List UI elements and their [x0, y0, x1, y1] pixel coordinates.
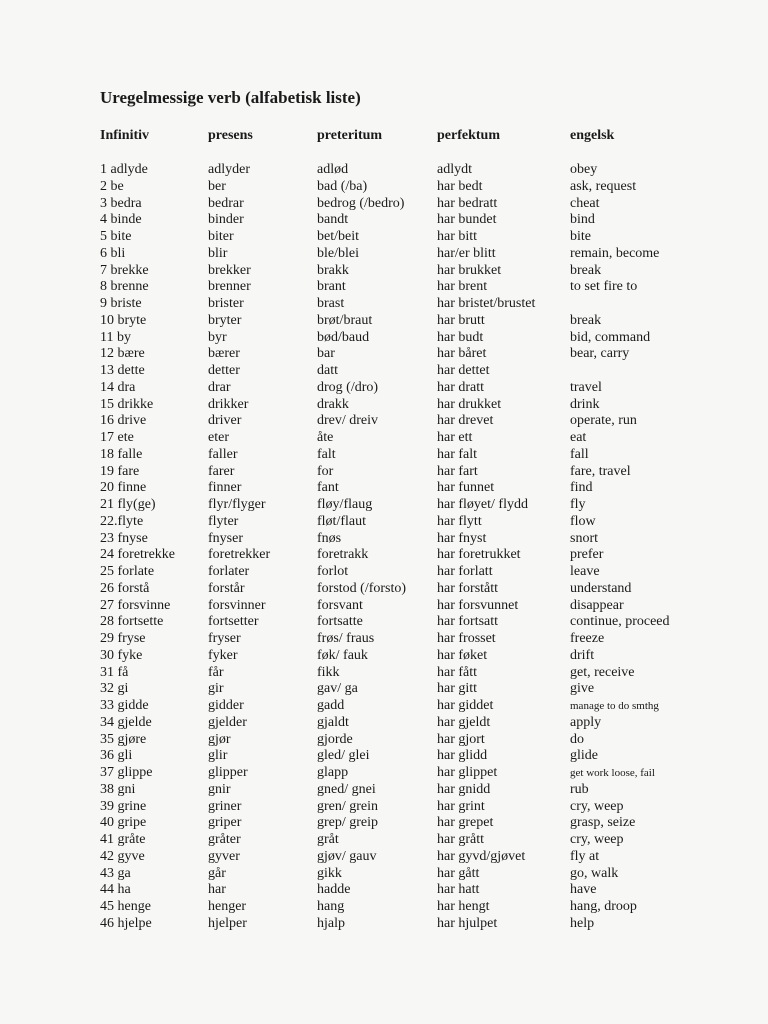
table-row	[0, 363, 768, 380]
engelsk-cell: help	[570, 915, 595, 931]
preteritum-cell: forstod (/forsto)	[317, 580, 407, 596]
table-row	[0, 514, 768, 531]
perfektum-cell: har gått	[437, 865, 480, 881]
preteritum-cell: føk/ fauk	[317, 647, 368, 663]
perfektum-cell: har glippet	[437, 765, 498, 780]
table-row	[0, 346, 768, 363]
column-header-preteritum: preteritum	[317, 128, 383, 143]
presens-cell: foretrekker	[208, 547, 271, 563]
preteritum-cell: gadd	[317, 698, 345, 713]
preteritum-cell: fortsatte	[317, 614, 363, 630]
preteritum-cell: gråt	[317, 832, 339, 847]
table-row	[0, 665, 768, 682]
infinitiv-cell: 26 forstå	[100, 580, 150, 596]
preteritum-cell: bet/beit	[317, 229, 359, 244]
preteritum-cell: frøs/ fraus	[317, 631, 375, 646]
presens-cell: drikker	[208, 396, 249, 412]
preteritum-cell: gjorde	[317, 731, 353, 747]
perfektum-cell: har frosset	[437, 631, 496, 646]
engelsk-cell: to set fire to	[570, 279, 638, 295]
preteritum-cell: fløy/flaug	[317, 497, 373, 512]
engelsk-cell: bite	[570, 229, 591, 244]
presens-cell: brenner	[208, 279, 251, 295]
presens-cell: bærer	[208, 346, 240, 362]
presens-cell: fnyser	[208, 530, 243, 546]
perfektum-cell: har grepet	[437, 815, 494, 831]
engelsk-cell: drink	[570, 396, 600, 412]
presens-cell: eter	[208, 430, 229, 445]
perfektum-cell: har bedratt	[437, 195, 498, 211]
perfektum-cell: har dettet	[437, 363, 490, 378]
perfektum-cell: har gyvd/gjøvet	[437, 848, 526, 864]
preteritum-cell: gikk	[317, 865, 342, 881]
table-row	[0, 330, 768, 347]
table-row	[0, 598, 768, 615]
infinitiv-cell: 44 ha	[100, 882, 131, 898]
engelsk-cell: grasp, seize	[570, 815, 636, 831]
perfektum-cell: har falt	[437, 446, 478, 462]
presens-cell: finner	[208, 480, 242, 496]
table-row	[0, 882, 768, 899]
perfektum-cell: har foretrukket	[437, 547, 521, 563]
table-row	[0, 380, 768, 397]
perfektum-cell: har/er blitt	[437, 245, 496, 261]
presens-cell: gnir	[208, 781, 231, 797]
infinitiv-cell: 6 bli	[100, 245, 126, 261]
engelsk-cell: cheat	[570, 195, 600, 211]
infinitiv-cell: 35 gjøre	[100, 731, 147, 747]
infinitiv-cell: 29 fryse	[100, 631, 146, 646]
presens-cell: får	[208, 664, 224, 680]
table-row	[0, 832, 768, 849]
preteritum-cell: forsvant	[317, 597, 363, 613]
infinitiv-cell: 45 henge	[100, 899, 151, 914]
engelsk-cell: hang, droop	[570, 899, 637, 914]
engelsk-cell: disappear	[570, 597, 624, 613]
engelsk-cell: drift	[570, 647, 595, 663]
presens-cell: gyver	[208, 848, 240, 864]
infinitiv-cell: 27 forsvinne	[100, 597, 171, 613]
table-row	[0, 531, 768, 548]
presens-cell: bedrar	[208, 195, 244, 211]
infinitiv-cell: 22.flyte	[100, 513, 144, 529]
engelsk-cell: do	[570, 731, 584, 747]
engelsk-cell: fare, travel	[570, 463, 631, 479]
verb-table	[0, 162, 768, 933]
engelsk-cell: rub	[570, 781, 589, 797]
table-row	[0, 849, 768, 866]
presens-cell: forlater	[208, 564, 250, 579]
infinitiv-cell: 41 gråte	[100, 832, 146, 847]
preteritum-cell: åte	[317, 430, 334, 445]
preteritum-cell: gjaldt	[317, 714, 349, 730]
presens-cell: ber	[208, 178, 226, 194]
table-row	[0, 497, 768, 514]
perfektum-cell: har bristet/brustet	[437, 296, 536, 311]
presens-cell: driver	[208, 413, 242, 429]
presens-cell: gir	[208, 681, 224, 697]
presens-cell: blir	[208, 245, 228, 261]
preteritum-cell: bedrog (/bedro)	[317, 195, 405, 211]
table-row	[0, 296, 768, 313]
preteritum-cell: ble/blei	[317, 245, 359, 261]
infinitiv-cell: 1 adlyde	[100, 162, 148, 177]
perfektum-cell: har bitt	[437, 229, 478, 244]
infinitiv-cell: 14 dra	[100, 379, 136, 395]
perfektum-cell: har forlatt	[437, 564, 493, 579]
presens-cell: biter	[208, 229, 234, 244]
table-row	[0, 916, 768, 933]
perfektum-cell: har hatt	[437, 882, 480, 898]
preteritum-cell: gled/ glei	[317, 748, 370, 764]
infinitiv-cell: 25 forlate	[100, 564, 155, 579]
engelsk-cell: obey	[570, 162, 598, 177]
preteritum-cell: hjalp	[317, 915, 345, 931]
perfektum-cell: har gitt	[437, 681, 478, 697]
perfektum-cell: har forsvunnet	[437, 597, 519, 613]
presens-cell: har	[208, 882, 226, 898]
engelsk-cell: break	[570, 262, 602, 278]
engelsk-cell: manage to do smthg	[570, 700, 659, 712]
preteritum-cell: fikk	[317, 664, 340, 680]
perfektum-cell: har ett	[437, 430, 473, 445]
preteritum-cell: drog (/dro)	[317, 379, 379, 395]
presens-cell: gråter	[208, 832, 241, 847]
infinitiv-cell: 46 hjelpe	[100, 915, 152, 931]
engelsk-cell: travel	[570, 379, 602, 395]
engelsk-cell: understand	[570, 580, 632, 596]
infinitiv-cell: 19 fare	[100, 463, 140, 479]
table-row	[0, 866, 768, 883]
perfektum-cell: har forstått	[437, 580, 499, 596]
engelsk-cell: glide	[570, 748, 598, 764]
presens-cell: griper	[208, 815, 242, 831]
presens-cell: gidder	[208, 698, 244, 713]
table-row	[0, 748, 768, 765]
presens-cell: henger	[208, 899, 247, 914]
preteritum-cell: brast	[317, 296, 345, 311]
preteritum-cell: hang	[317, 899, 345, 914]
infinitiv-cell: 40 gripe	[100, 815, 147, 831]
presens-cell: gjelder	[208, 714, 247, 730]
infinitiv-cell: 16 drive	[100, 413, 147, 429]
engelsk-cell: prefer	[570, 547, 604, 563]
preteritum-cell: brøt/braut	[317, 312, 373, 328]
engelsk-cell: fly	[570, 497, 586, 512]
infinitiv-cell: 42 gyve	[100, 848, 145, 864]
preteritum-cell: glapp	[317, 765, 349, 780]
table-row	[0, 480, 768, 497]
engelsk-cell: freeze	[570, 631, 605, 646]
infinitiv-cell: 10 bryte	[100, 312, 147, 328]
presens-cell: glir	[208, 748, 228, 764]
infinitiv-cell: 39 grine	[100, 798, 147, 814]
table-row	[0, 279, 768, 296]
table-row	[0, 397, 768, 414]
preteritum-cell: bar	[317, 346, 335, 362]
infinitiv-cell: 20 finne	[100, 480, 147, 496]
perfektum-cell: har glidd	[437, 748, 488, 764]
perfektum-cell: har hengt	[437, 899, 490, 914]
column-header-engelsk: engelsk	[570, 128, 615, 143]
infinitiv-cell: 36 gli	[100, 748, 133, 764]
perfektum-cell: har føket	[437, 647, 488, 663]
infinitiv-cell: 33 gidde	[100, 698, 149, 713]
engelsk-cell: break	[570, 312, 602, 328]
table-row	[0, 430, 768, 447]
presens-cell: faller	[208, 446, 238, 462]
column-header-perfektum: perfektum	[437, 128, 500, 143]
engelsk-cell: operate, run	[570, 413, 637, 429]
presens-cell: fortsetter	[208, 614, 259, 630]
table-row	[0, 447, 768, 464]
infinitiv-cell: 21 fly(ge)	[100, 497, 156, 512]
table-row	[0, 782, 768, 799]
perfektum-cell: har fart	[437, 463, 478, 479]
preteritum-cell: gjøv/ gauv	[317, 848, 377, 864]
presens-cell: glipper	[208, 765, 248, 780]
perfektum-cell: har grått	[437, 832, 485, 847]
table-row	[0, 765, 768, 782]
table-row	[0, 815, 768, 832]
infinitiv-cell: 18 falle	[100, 446, 143, 462]
table-row	[0, 631, 768, 648]
infinitiv-cell: 4 binde	[100, 212, 142, 228]
presens-cell: går	[208, 865, 226, 881]
perfektum-cell: har bundet	[437, 212, 497, 228]
presens-cell: adlyder	[208, 162, 250, 177]
presens-cell: binder	[208, 212, 244, 228]
table-row	[0, 715, 768, 732]
preteritum-cell: grep/ greip	[317, 815, 379, 831]
engelsk-cell: leave	[570, 564, 600, 579]
column-header-infinitiv: Infinitiv	[100, 128, 150, 143]
preteritum-cell: brakk	[317, 262, 349, 278]
infinitiv-cell: 11 by	[100, 329, 131, 345]
perfektum-cell: har drukket	[437, 396, 502, 412]
presens-cell: forstår	[208, 580, 245, 596]
perfektum-cell: har fløyet/ flydd	[437, 497, 528, 512]
preteritum-cell: forlot	[317, 564, 349, 579]
presens-cell: brekker	[208, 262, 251, 278]
presens-cell: griner	[208, 798, 242, 814]
presens-cell: flyr/flyger	[208, 497, 266, 512]
engelsk-cell: get, receive	[570, 664, 635, 680]
preteritum-cell: hadde	[317, 882, 351, 898]
table-row	[0, 732, 768, 749]
infinitiv-cell: 32 gi	[100, 681, 129, 697]
infinitiv-cell: 43 ga	[100, 865, 131, 881]
engelsk-cell: remain, become	[570, 245, 660, 261]
engelsk-cell: flow	[570, 513, 596, 529]
column-header-presens: presens	[208, 128, 253, 143]
infinitiv-cell: 24 foretrekke	[100, 547, 176, 563]
table-row	[0, 799, 768, 816]
infinitiv-cell: 12 bære	[100, 346, 145, 362]
preteritum-cell: fant	[317, 480, 339, 496]
table-row	[0, 564, 768, 581]
preteritum-cell: datt	[317, 363, 338, 378]
engelsk-cell: bear, carry	[570, 346, 630, 362]
table-row	[0, 212, 768, 229]
perfektum-cell: har fått	[437, 664, 478, 680]
engelsk-cell: go, walk	[570, 865, 619, 881]
presens-cell: forsvinner	[208, 597, 266, 613]
table-row	[0, 698, 768, 715]
presens-cell: flyter	[208, 513, 239, 529]
preteritum-cell: foretrakk	[317, 547, 369, 563]
engelsk-cell: continue, proceed	[570, 614, 670, 630]
engelsk-cell: snort	[570, 530, 598, 546]
table-row	[0, 179, 768, 196]
perfektum-cell: har flytt	[437, 513, 482, 529]
presens-cell: drar	[208, 379, 231, 395]
perfektum-cell: har funnet	[437, 480, 495, 496]
engelsk-cell: bind	[570, 212, 595, 228]
perfektum-cell: adlydt	[437, 162, 472, 177]
table-row	[0, 263, 768, 280]
perfektum-cell: har drevet	[437, 413, 494, 429]
perfektum-cell: har gnidd	[437, 781, 491, 797]
preteritum-cell: adlød	[317, 162, 349, 177]
perfektum-cell: har giddet	[437, 698, 494, 713]
table-row	[0, 899, 768, 916]
engelsk-cell: ask, request	[570, 178, 637, 194]
infinitiv-cell: 23 fnyse	[100, 530, 148, 546]
preteritum-cell: drev/ dreiv	[317, 413, 379, 429]
table-row	[0, 547, 768, 564]
presens-cell: farer	[208, 463, 235, 479]
infinitiv-cell: 37 glippe	[100, 765, 153, 780]
page-title: Uregelmessige verb (alfabetisk liste)	[100, 88, 361, 107]
perfektum-cell: har budt	[437, 329, 484, 345]
perfektum-cell: har gjeldt	[437, 714, 491, 730]
presens-cell: fryser	[208, 631, 241, 646]
engelsk-cell: give	[570, 681, 595, 697]
table-row	[0, 681, 768, 698]
presens-cell: byr	[208, 329, 227, 345]
infinitiv-cell: 8 brenne	[100, 279, 149, 295]
perfektum-cell: har bedt	[437, 178, 483, 194]
infinitiv-cell: 15 drikke	[100, 396, 154, 412]
perfektum-cell: har brukket	[437, 262, 502, 278]
perfektum-cell: har hjulpet	[437, 915, 498, 931]
engelsk-cell: fly at	[570, 848, 600, 864]
presens-cell: detter	[208, 363, 240, 378]
perfektum-cell: har gjort	[437, 731, 485, 747]
preteritum-cell: drakk	[317, 396, 349, 412]
infinitiv-cell: 9 briste	[100, 296, 142, 311]
table-row	[0, 246, 768, 263]
preteritum-cell: gav/ ga	[317, 681, 358, 697]
preteritum-cell: bad (/ba)	[317, 178, 368, 194]
table-row	[0, 196, 768, 213]
preteritum-cell: fnøs	[317, 530, 342, 546]
infinitiv-cell: 17 ete	[100, 430, 134, 445]
table-row	[0, 614, 768, 631]
presens-cell: hjelper	[208, 915, 247, 931]
perfektum-cell: har fortsatt	[437, 614, 499, 630]
presens-cell: gjør	[208, 731, 231, 747]
engelsk-cell: bid, command	[570, 329, 651, 345]
infinitiv-cell: 13 dette	[100, 363, 145, 378]
preteritum-cell: gren/ grein	[317, 798, 379, 814]
table-row	[0, 229, 768, 246]
table-row	[0, 413, 768, 430]
perfektum-cell: har brent	[437, 279, 488, 295]
infinitiv-cell: 28 fortsette	[100, 614, 164, 630]
table-row	[0, 313, 768, 330]
infinitiv-cell: 30 fyke	[100, 647, 143, 663]
infinitiv-cell: 2 be	[100, 178, 124, 194]
preteritum-cell: for	[317, 463, 334, 479]
preteritum-cell: bød/baud	[317, 329, 370, 345]
infinitiv-cell: 3 bedra	[100, 195, 142, 211]
perfektum-cell: har brutt	[437, 312, 485, 328]
engelsk-cell: cry, weep	[570, 832, 624, 847]
engelsk-cell: apply	[570, 714, 602, 730]
infinitiv-cell: 31 få	[100, 664, 129, 680]
infinitiv-cell: 34 gjelde	[100, 714, 152, 730]
preteritum-cell: brant	[317, 279, 346, 295]
infinitiv-cell: 5 bite	[100, 229, 132, 244]
table-row	[0, 162, 768, 179]
engelsk-cell: fall	[570, 446, 589, 462]
preteritum-cell: bandt	[317, 212, 349, 228]
presens-cell: bryter	[208, 312, 242, 328]
table-row	[0, 581, 768, 598]
perfektum-cell: har fnyst	[437, 530, 487, 546]
infinitiv-cell: 38 gni	[100, 781, 136, 797]
presens-cell: fyker	[208, 647, 238, 663]
engelsk-cell: eat	[570, 430, 587, 445]
infinitiv-cell: 7 brekke	[100, 262, 149, 278]
presens-cell: brister	[208, 296, 244, 311]
engelsk-cell: get work loose, fail	[570, 767, 655, 779]
engelsk-cell: have	[570, 882, 597, 898]
preteritum-cell: gned/ gnei	[317, 781, 376, 797]
table-row	[0, 648, 768, 665]
perfektum-cell: har grint	[437, 798, 485, 814]
engelsk-cell: cry, weep	[570, 798, 624, 814]
table-row	[0, 464, 768, 481]
engelsk-cell: find	[570, 480, 593, 496]
preteritum-cell: fløt/flaut	[317, 513, 366, 529]
preteritum-cell: falt	[317, 446, 336, 462]
perfektum-cell: har dratt	[437, 379, 485, 395]
perfektum-cell: har båret	[437, 346, 487, 362]
